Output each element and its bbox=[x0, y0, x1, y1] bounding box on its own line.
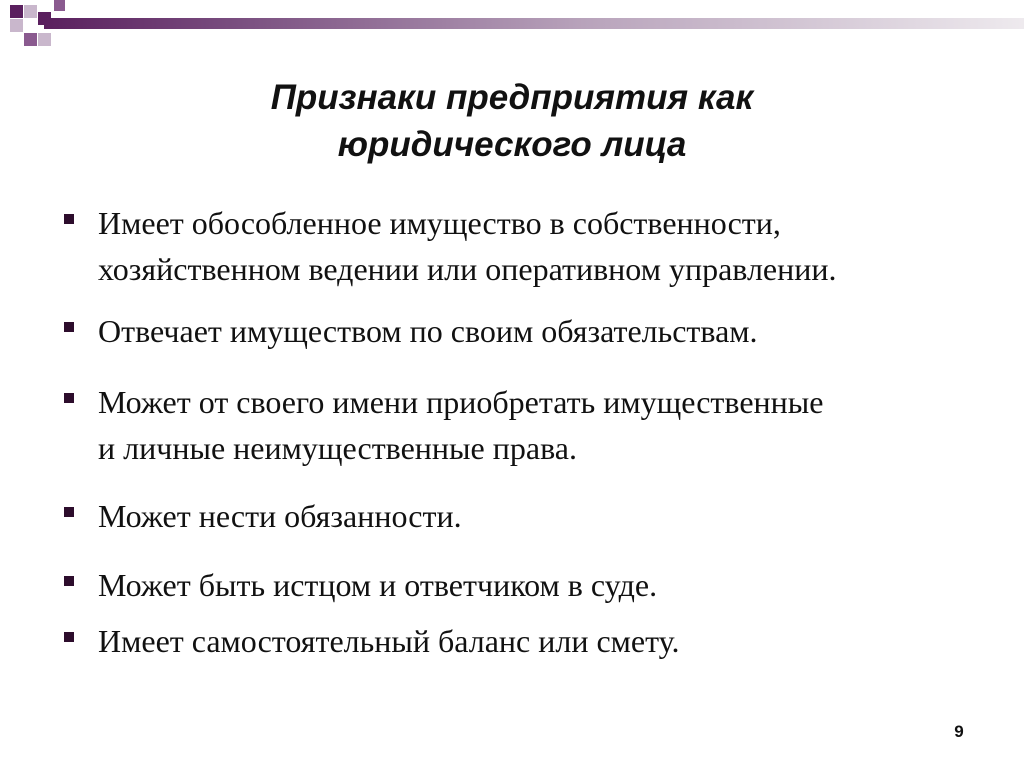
square-bullet-icon bbox=[64, 393, 74, 403]
square-bullet-icon bbox=[64, 632, 74, 642]
bullet-text-line: Отвечает имуществом по своим обязательствам. bbox=[98, 313, 758, 349]
bullet-text-line: Может нести обязанности. bbox=[98, 498, 462, 534]
square-bullet-icon bbox=[64, 322, 74, 332]
square-bullet-icon bbox=[64, 576, 74, 586]
bullet-text-line: хозяйственном ведении или оперативном управлении. bbox=[98, 251, 837, 287]
bullet-text-line: и личные неимущественные права. bbox=[98, 430, 577, 466]
bullet-text-line: Имеет обособленное имущество в собственности, bbox=[98, 205, 781, 241]
bullet-text bbox=[98, 562, 968, 608]
square-bullet-icon bbox=[64, 214, 74, 224]
square-bullet-icon bbox=[64, 507, 74, 517]
bullet-text-line: Может быть истцом и ответчиком в суде. bbox=[98, 567, 658, 603]
bullet-text-line: Имеет самостоятельный баланс или смету. bbox=[98, 623, 680, 659]
bullet-text bbox=[98, 200, 968, 292]
page-number: 9 bbox=[954, 722, 964, 741]
slide-title-line: юридического лица bbox=[337, 125, 687, 164]
slide-title-line: Признаки предприятия как bbox=[270, 78, 754, 117]
bullet-text bbox=[98, 618, 968, 664]
bullet-text bbox=[98, 308, 968, 354]
bullet-text-line: Может от своего имени приобретать имущественные bbox=[98, 384, 824, 420]
bullet-text bbox=[98, 493, 968, 539]
bullet-text bbox=[98, 379, 968, 471]
